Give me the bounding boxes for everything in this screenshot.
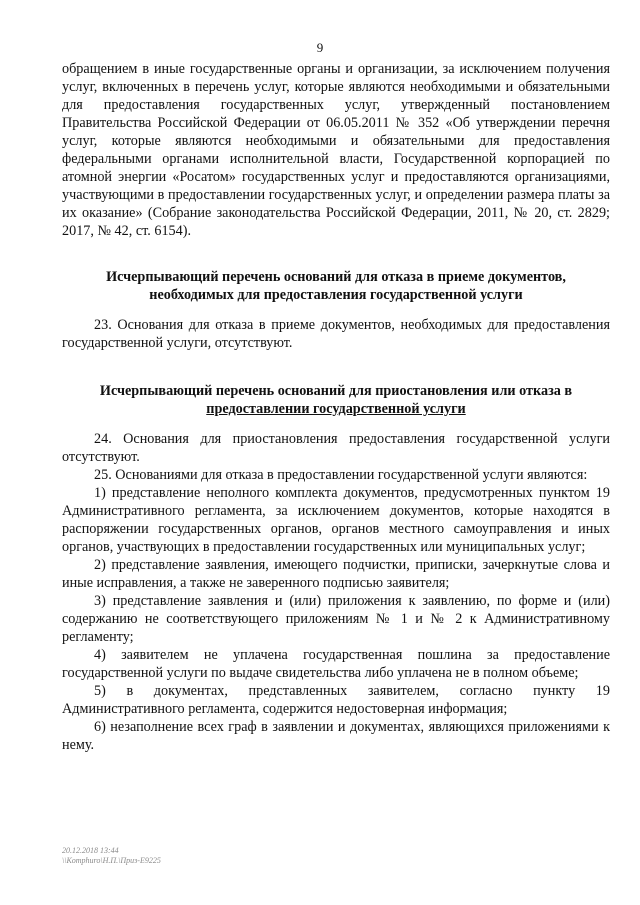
footer-timestamp: 20.12.2018 13:44: [62, 846, 119, 855]
document-body: [62, 60, 610, 754]
paragraph-24: 24. Основания для приостановления предоставления государственной услуги отсутствуют.: [62, 431, 610, 465]
list-item-3: 3) представление заявления и (или) приложения к заявлению, по форме и (или) содержанию не соответствующего приложениям № 1 и № 2 к Административному регламенту;: [62, 593, 610, 645]
list-item-6: 6) незаполнение всех граф в заявлении и документах, являющихся приложениями к нему.: [62, 719, 610, 753]
page-number: 9: [316, 40, 324, 55]
heading-line: необходимых для предоставления государственной услуги: [149, 287, 523, 303]
heading-line: Исчерпывающий перечень оснований для приостановления или отказа в: [99, 383, 573, 399]
list-item-2: 2) представление заявления, имеющего подчистки, приписки, зачеркнутые слова и иные исправления, а также не заверенного подписью заявителя;: [62, 557, 610, 591]
paragraph-25: 25. Основаниями для отказа в предоставлении государственной услуги являются:: [94, 467, 588, 483]
list-item-5: 5) в документах, представленных заявителем, согласно пункту 19 Административного регламента, содержится недостоверная информация;: [62, 683, 610, 717]
heading-line: Исчерпывающий перечень оснований для отказа в приеме документов,: [106, 269, 566, 285]
document-footer-stamp: [62, 846, 161, 866]
footer-filepath: \\Komphuro\Н.П.\Приз-Е9225: [62, 856, 161, 865]
paragraph-continuation: обращением в иные государственные органы и организации, за исключением получения услуг, включенных в перечень услуг, которые являются необходимыми и обязательными для предоставления государственных услуг, утвержденный постановлением Правительства Российской Федерации от 06.05.2011 № 352 «Об утверждении перечня услуг, которые являются необходимыми и обязательными для предоставления федеральными органами исполнительной власти, Государственной корпорацией по атомной энергии «Росатом» государственных услуг и предоставляются организациями, участвующими в предоставлении государственных услуг, и определении размера платы за их оказание» (Собрание законодательства Российской Федерации, 2011, № 20, ст. 2829; 2017, № 42, ст. 6154).: [62, 61, 610, 239]
section-heading-suspension-refusal: [62, 382, 610, 418]
section-heading-refusal-acceptance: [62, 268, 610, 304]
paragraph-23: 23. Основания для отказа в приеме документов, необходимых для предоставления государственной услуги, отсутствуют.: [62, 317, 610, 351]
list-item-4: 4) заявителем не уплачена государственная пошлина за предоставление государственной услуги по выдаче свидетельства либо уплачена не в полном объеме;: [62, 647, 610, 681]
list-item-1: 1) представление неполного комплекта документов, предусмотренных пунктом 19 Административного регламента, за исключением документов, которые находятся в распоряжении государственных органов, органов местного самоуправления и иных органов, участвующих в предоставлении государственных или муниципальных услуг;: [62, 485, 610, 555]
heading-line: предоставлении государственной услуги: [206, 401, 466, 417]
